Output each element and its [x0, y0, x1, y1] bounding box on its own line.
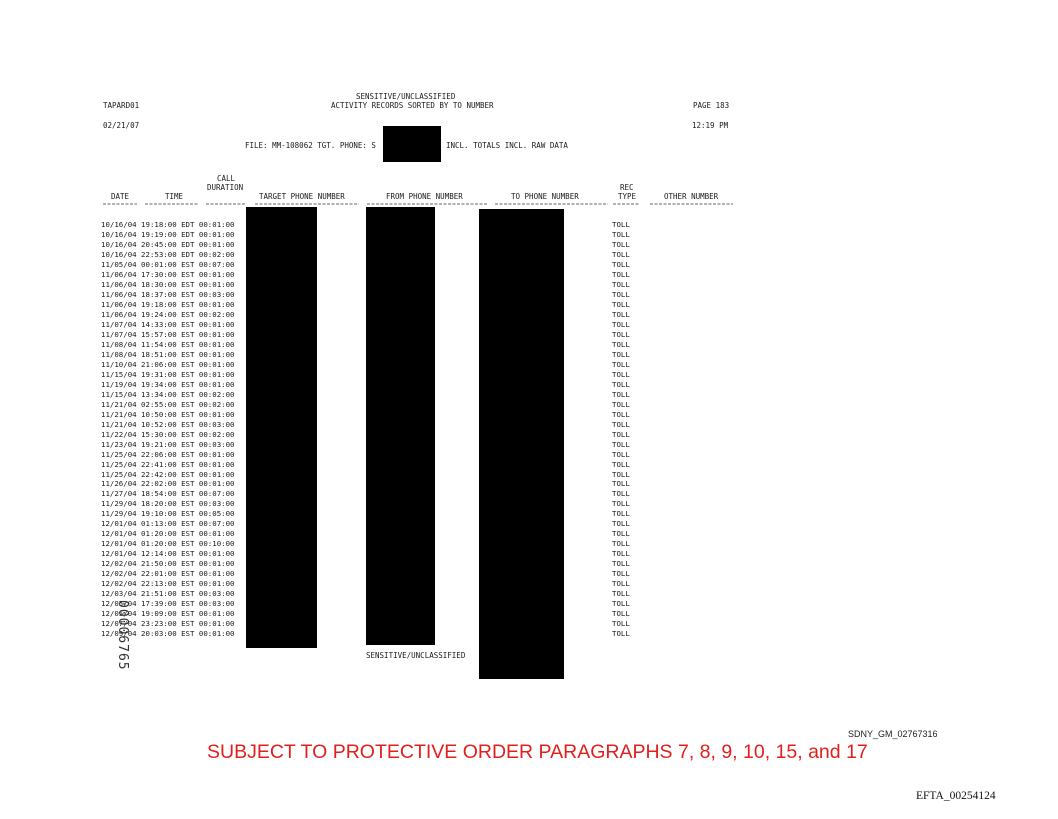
- record-type: TOLL: [612, 339, 630, 349]
- report-date: 02/21/07: [103, 121, 140, 130]
- record-type: TOLL: [612, 479, 630, 489]
- record-datetime-duration: 11/06/04 19:24:00 EST 00:02:00: [101, 309, 235, 319]
- record-type: TOLL: [612, 569, 630, 579]
- record-datetime-duration: 11/06/04 18:37:00 EST 00:03:00: [101, 289, 235, 299]
- col-date: DATE: [111, 192, 130, 201]
- col-call: CALL: [217, 174, 236, 183]
- record-type: TOLL: [612, 259, 630, 269]
- record-type: TOLL: [612, 499, 630, 509]
- record-datetime-duration: 11/08/04 18:51:00 EST 00:01:00: [101, 349, 235, 359]
- record-datetime-duration: 12/02/04 22:01:00 EST 00:01:00: [101, 569, 235, 579]
- redaction-tgt-phone: [383, 126, 441, 162]
- page-number: PAGE 183: [693, 101, 730, 110]
- record-type: TOLL: [612, 449, 630, 459]
- record-datetime-duration: 11/21/04 10:52:00 EST 00:03:00: [101, 419, 235, 429]
- redaction-to-column: [479, 209, 564, 679]
- record-datetime-duration: 11/15/04 13:34:00 EST 00:02:00: [101, 389, 235, 399]
- record-datetime-duration: 12/02/04 22:13:00 EST 00:01:00: [101, 579, 235, 589]
- record-datetime-duration: 11/15/04 19:31:00 EST 00:01:00: [101, 369, 235, 379]
- record-datetime-duration: 10/16/04 20:45:00 EDT 00:01:00: [101, 239, 235, 249]
- record-datetime-duration: 12/05/04 17:39:00 EST 00:03:00: [101, 599, 235, 609]
- record-type: TOLL: [612, 519, 630, 529]
- header-separator: [103, 202, 733, 206]
- record-datetime-duration: 12/02/04 21:50:00 EST 00:01:00: [101, 559, 235, 569]
- record-datetime-duration: 11/19/04 19:34:00 EST 00:01:00: [101, 379, 235, 389]
- report-title: ACTIVITY RECORDS SORTED BY TO NUMBER: [331, 101, 494, 110]
- record-type: TOLL: [612, 609, 630, 619]
- record-datetime-duration: 12/05/04 19:09:00 EST 00:01:00: [101, 609, 235, 619]
- col-other: OTHER NUMBER: [664, 192, 719, 201]
- classification-bottom: SENSITIVE/UNCLASSIFIED: [366, 651, 466, 660]
- redaction-target-column: [246, 207, 317, 648]
- record-datetime-duration: 11/06/04 17:30:00 EST 00:01:00: [101, 269, 235, 279]
- record-datetime-duration: 12/01/04 01:20:00 EST 00:01:00: [101, 529, 235, 539]
- redaction-from-column: [366, 207, 435, 645]
- record-type: TOLL: [612, 279, 630, 289]
- col-target: TARGET PHONE NUMBER: [259, 192, 345, 201]
- record-type: TOLL: [612, 559, 630, 569]
- col-time: TIME: [165, 192, 184, 201]
- protective-order-notice: SUBJECT TO PROTECTIVE ORDER PARAGRAPHS 7, 8, 9, 10, 15, and 17: [207, 741, 868, 763]
- record-datetime-duration: 11/29/04 18:20:00 EST 00:03:00: [101, 499, 235, 509]
- record-datetime-duration: 11/21/04 02:55:00 EST 00:02:00: [101, 399, 235, 409]
- record-datetime-duration: 11/06/04 18:30:00 EST 00:01:00: [101, 279, 235, 289]
- record-datetime-duration: 11/21/04 10:50:00 EST 00:01:00: [101, 409, 235, 419]
- record-type: TOLL: [612, 299, 630, 309]
- record-type: TOLL: [612, 329, 630, 339]
- record-type: TOLL: [612, 409, 630, 419]
- record-datetime-duration: 11/27/04 18:54:00 EST 00:07:00: [101, 489, 235, 499]
- record-type: TOLL: [612, 589, 630, 599]
- record-type: TOLL: [612, 239, 630, 249]
- record-datetime-duration: 12/01/04 01:13:00 EST 00:07:00: [101, 519, 235, 529]
- col-rec: REC: [620, 183, 634, 192]
- record-type: TOLL: [612, 309, 630, 319]
- record-type: TOLL: [612, 349, 630, 359]
- record-datetime-duration: 11/23/04 19:21:00 EST 00:03:00: [101, 439, 235, 449]
- record-type: TOLL: [612, 369, 630, 379]
- record-type: TOLL: [612, 220, 630, 229]
- record-type: TOLL: [612, 419, 630, 429]
- record-type: TOLL: [612, 539, 630, 549]
- col-type: TYPE: [618, 192, 637, 201]
- record-type: TOLL: [612, 289, 630, 299]
- record-datetime-duration: 10/16/04 19:18:00 EDT 00:01:00: [101, 220, 235, 229]
- record-type: TOLL: [612, 509, 630, 519]
- record-type: TOLL: [612, 599, 630, 609]
- bates-number: SDNY_GM_02767316: [848, 729, 938, 739]
- record-datetime-duration: 11/22/04 15:30:00 EST 00:02:00: [101, 429, 235, 439]
- record-type: TOLL: [612, 379, 630, 389]
- record-datetime-duration: 12/01/04 01:20:00 EST 00:10:00: [101, 539, 235, 549]
- record-datetime-duration: 12/03/04 21:51:00 EST 00:03:00: [101, 589, 235, 599]
- record-datetime-duration: 11/25/04 22:06:00 EST 00:01:00: [101, 449, 235, 459]
- record-type: TOLL: [612, 459, 630, 469]
- record-type: TOLL: [612, 469, 630, 479]
- record-type: TOLL: [612, 399, 630, 409]
- side-stamp: 00006765: [115, 600, 130, 671]
- record-type: TOLL: [612, 629, 630, 639]
- report-time: 12:19 PM: [692, 121, 729, 130]
- record-datetime-duration: 12/01/04 12:14:00 EST 00:01:00: [101, 549, 235, 559]
- record-type: TOLL: [612, 429, 630, 439]
- record-datetime-duration: 10/16/04 19:19:00 EDT 00:01:00: [101, 229, 235, 239]
- record-type: TOLL: [612, 319, 630, 329]
- file-line-prefix: FILE: MM-108062 TGT. PHONE: S: [245, 141, 376, 150]
- record-datetime-duration: 11/07/04 14:33:00 EST 00:01:00: [101, 319, 235, 329]
- record-datetime-duration: 11/10/04 21:06:00 EST 00:01:00: [101, 359, 235, 369]
- record-type: TOLL: [612, 439, 630, 449]
- record-type: TOLL: [612, 619, 630, 629]
- record-datetime-duration: 11/05/04 00:01:00 EST 00:07:00: [101, 259, 235, 269]
- record-datetime-duration: 12/07/04 23:23:00 EST 00:01:00: [101, 619, 235, 629]
- record-datetime-duration: 10/16/04 22:53:00 EDT 00:02:00: [101, 249, 235, 259]
- record-datetime-duration: 11/06/04 19:18:00 EST 00:01:00: [101, 299, 235, 309]
- record-type: TOLL: [612, 359, 630, 369]
- file-line-suffix: INCL. TOTALS INCL. RAW DATA: [446, 141, 568, 150]
- record-datetime-duration: 11/29/04 19:10:00 EST 00:05:00: [101, 509, 235, 519]
- record-type: TOLL: [612, 529, 630, 539]
- record-datetime-duration: 11/26/04 22:02:00 EST 00:01:00: [101, 479, 235, 489]
- efta-number: EFTA_00254124: [916, 790, 996, 802]
- record-type: TOLL: [612, 549, 630, 559]
- record-datetime-duration: 11/25/04 22:41:00 EST 00:01:00: [101, 459, 235, 469]
- record-datetime-duration: 12/09/04 20:03:00 EST 00:01:00: [101, 629, 235, 639]
- record-type: TOLL: [612, 489, 630, 499]
- col-from: FROM PHONE NUMBER: [386, 192, 463, 201]
- record-type: TOLL: [612, 389, 630, 399]
- record-type: TOLL: [612, 249, 630, 259]
- record-datetime-duration: 11/07/04 15:57:00 EST 00:01:00: [101, 329, 235, 339]
- classification-top: SENSITIVE/UNCLASSIFIED: [356, 92, 456, 101]
- col-to: TO PHONE NUMBER: [511, 192, 579, 201]
- record-datetime-duration: 11/08/04 11:54:00 EST 00:01:00: [101, 339, 235, 349]
- record-type: TOLL: [612, 579, 630, 589]
- record-datetime-duration: 11/25/04 22:42:00 EST 00:01:00: [101, 469, 235, 479]
- record-type: TOLL: [612, 229, 630, 239]
- record-type: TOLL: [612, 269, 630, 279]
- report-id: TAPARD01: [103, 101, 140, 110]
- col-duration: DURATION: [207, 183, 244, 192]
